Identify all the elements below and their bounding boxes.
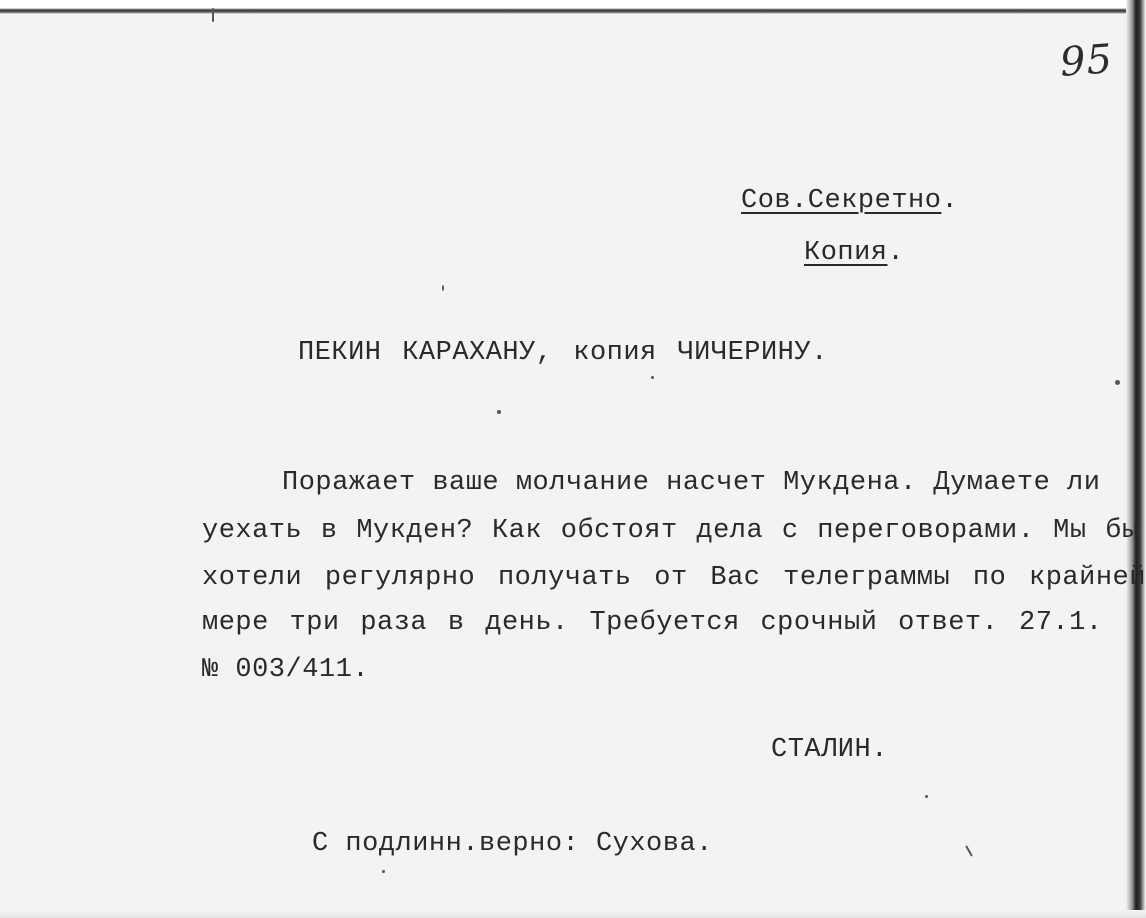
certification-line: С подлинн.верно: Сухова. [312, 829, 713, 859]
scan-speck [965, 845, 973, 856]
handwritten-page-number: 95 [1058, 36, 1115, 86]
scan-edge-top [0, 0, 1146, 14]
classification-text: Сов.Секретно [741, 186, 942, 216]
body-line-1: Поражает ваше молчание насчет Мукдена. Думаете ли [282, 468, 1101, 498]
classification-mark: Сов.Секретно. [741, 186, 959, 216]
scan-edge-right [1126, 0, 1146, 918]
scan-edge-bottom [0, 910, 1146, 918]
scan-speck [382, 870, 385, 873]
copy-label: Копия [804, 238, 888, 268]
body-line-2: уехать в Мукден? Как обстоят дела с переговорами. Мы бы [202, 516, 1139, 546]
scan-speck [497, 410, 501, 414]
scan-speck [442, 285, 444, 291]
scan-speck [651, 376, 654, 379]
addressee-line: ПЕКИН КАРАХАНУ, копия ЧИЧЕРИНУ. [298, 338, 828, 368]
copy-mark: Копия. [804, 238, 905, 268]
body-line-4: мере три раза в день. Требуется срочный ответ. 27.1. [202, 608, 1103, 638]
signature: СТАЛИН. [771, 735, 888, 765]
scan-speck [212, 8, 214, 22]
body-line-3: хотели регулярно получать от Вас телеграммы по крайней [202, 563, 1146, 593]
scan-speck [1115, 380, 1120, 385]
body-line-5: № 003/411. [202, 655, 370, 685]
scan-speck [925, 795, 928, 798]
